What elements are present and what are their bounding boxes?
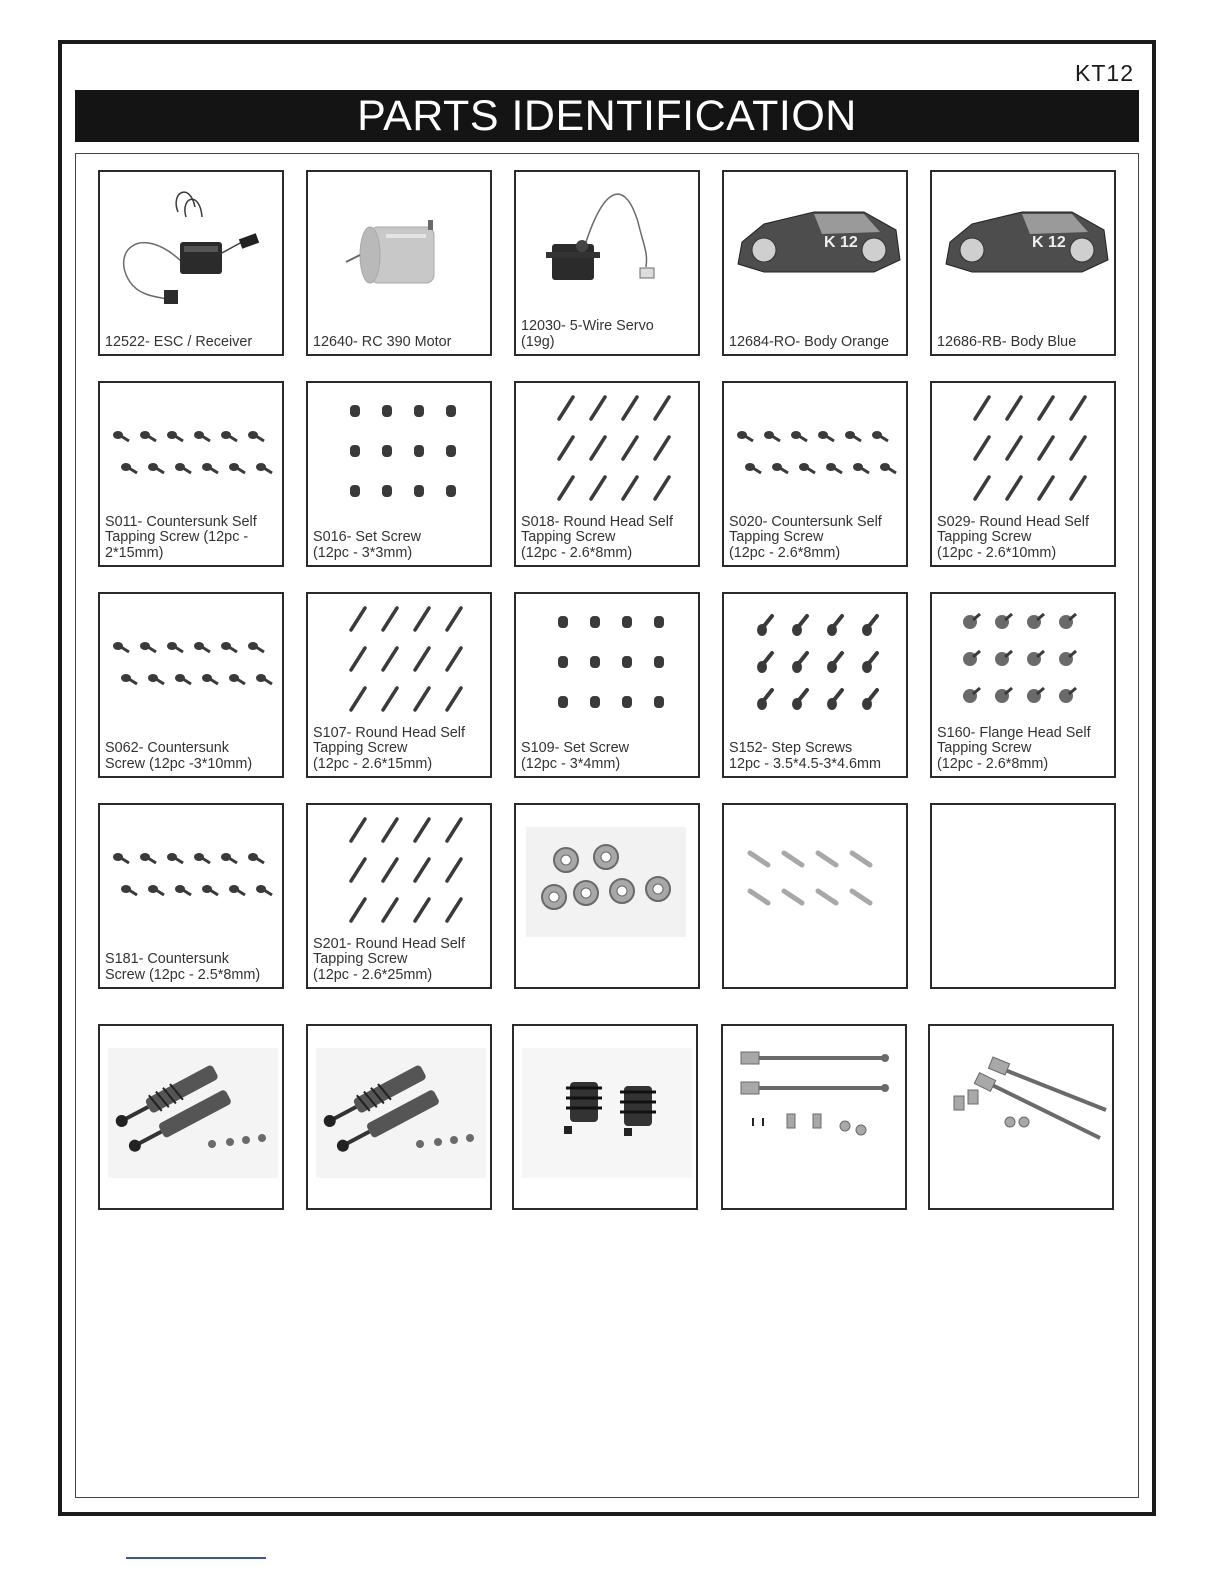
part-cell bbox=[306, 381, 492, 567]
body-logo: K 12 bbox=[1032, 234, 1066, 251]
part-cell bbox=[306, 592, 492, 778]
part-cell bbox=[722, 592, 908, 778]
part-label: S029- Round Head Self Tapping Screw (12pc - 2.6*10mm) bbox=[937, 513, 1090, 561]
part-cell bbox=[98, 1024, 284, 1210]
part-label: 12686-RB- Body Blue bbox=[937, 333, 1077, 350]
part-label: S109- Set Screw (12pc - 3*4mm) bbox=[521, 740, 629, 772]
body-logo: K 12 bbox=[824, 234, 858, 251]
motor-icon bbox=[308, 172, 492, 356]
page-title: PARTS IDENTIFICATION bbox=[75, 90, 1139, 142]
part-label: S201- Round Head Self Tapping Screw (12pc - 2.6*25mm) bbox=[313, 935, 466, 983]
part-cell bbox=[930, 381, 1116, 567]
part-cell bbox=[930, 170, 1116, 356]
part-cell bbox=[722, 803, 908, 989]
shocks-icon bbox=[308, 1026, 492, 1210]
pins-icon bbox=[724, 805, 908, 989]
part-cell bbox=[98, 803, 284, 989]
drive-shafts-icon bbox=[723, 1026, 907, 1210]
part-cell bbox=[306, 1024, 492, 1210]
footer-rule bbox=[126, 1557, 266, 1559]
empty-icon bbox=[932, 805, 1116, 989]
part-cell bbox=[930, 592, 1116, 778]
shocks-icon bbox=[100, 1026, 284, 1210]
part-cell bbox=[306, 803, 492, 989]
part-label: S016- Set Screw (12pc - 3*3mm) bbox=[313, 529, 421, 561]
part-label: S020- Countersunk Self Tapping Screw (12pc - 2.6*8mm) bbox=[729, 513, 882, 561]
part-label: S062- Countersunk Screw (12pc -3*10mm) bbox=[105, 740, 253, 772]
part-label: 12640- RC 390 Motor bbox=[313, 333, 452, 350]
part-cell bbox=[722, 170, 908, 356]
part-label: 12030- 5-Wire Servo (19g) bbox=[521, 318, 654, 350]
part-cell bbox=[721, 1024, 907, 1210]
part-cell bbox=[928, 1024, 1114, 1210]
esc-receiver-icon bbox=[100, 172, 284, 356]
model-number: KT12 bbox=[1075, 60, 1134, 86]
part-cell bbox=[98, 592, 284, 778]
truck-body-icon bbox=[724, 172, 908, 356]
drive-shafts-angled-icon bbox=[930, 1026, 1114, 1210]
part-label: S160- Flange Head Self Tapping Screw (12pc - 2.6*8mm) bbox=[937, 724, 1091, 772]
part-cell bbox=[98, 170, 284, 356]
part-cell bbox=[512, 1024, 698, 1210]
pinion-gears-icon bbox=[514, 1026, 698, 1210]
part-label: S107- Round Head Self Tapping Screw (12pc - 2.6*15mm) bbox=[313, 724, 466, 772]
part-label: S152- Step Screws 12pc - 3.5*4.5-3*4.6mm bbox=[729, 740, 881, 772]
part-cell bbox=[514, 381, 700, 567]
part-label: S011- Countersunk Self Tapping Screw (12pc - 2*15mm) bbox=[105, 513, 257, 561]
part-cell bbox=[930, 803, 1116, 989]
truck-body-icon bbox=[932, 172, 1116, 356]
part-cell bbox=[98, 381, 284, 567]
part-cell bbox=[306, 170, 492, 356]
part-cell bbox=[722, 381, 908, 567]
part-label: S018- Round Head Self Tapping Screw (12pc - 2.6*8mm) bbox=[521, 513, 674, 561]
part-label: 12522- ESC / Receiver bbox=[105, 333, 253, 350]
part-cell bbox=[514, 803, 700, 989]
lock-nuts-icon bbox=[516, 805, 700, 989]
part-label: 12684-RO- Body Orange bbox=[729, 333, 889, 350]
part-cell bbox=[514, 592, 700, 778]
part-label: S181- Countersunk Screw (12pc - 2.5*8mm) bbox=[105, 951, 261, 983]
part-cell bbox=[514, 170, 700, 356]
